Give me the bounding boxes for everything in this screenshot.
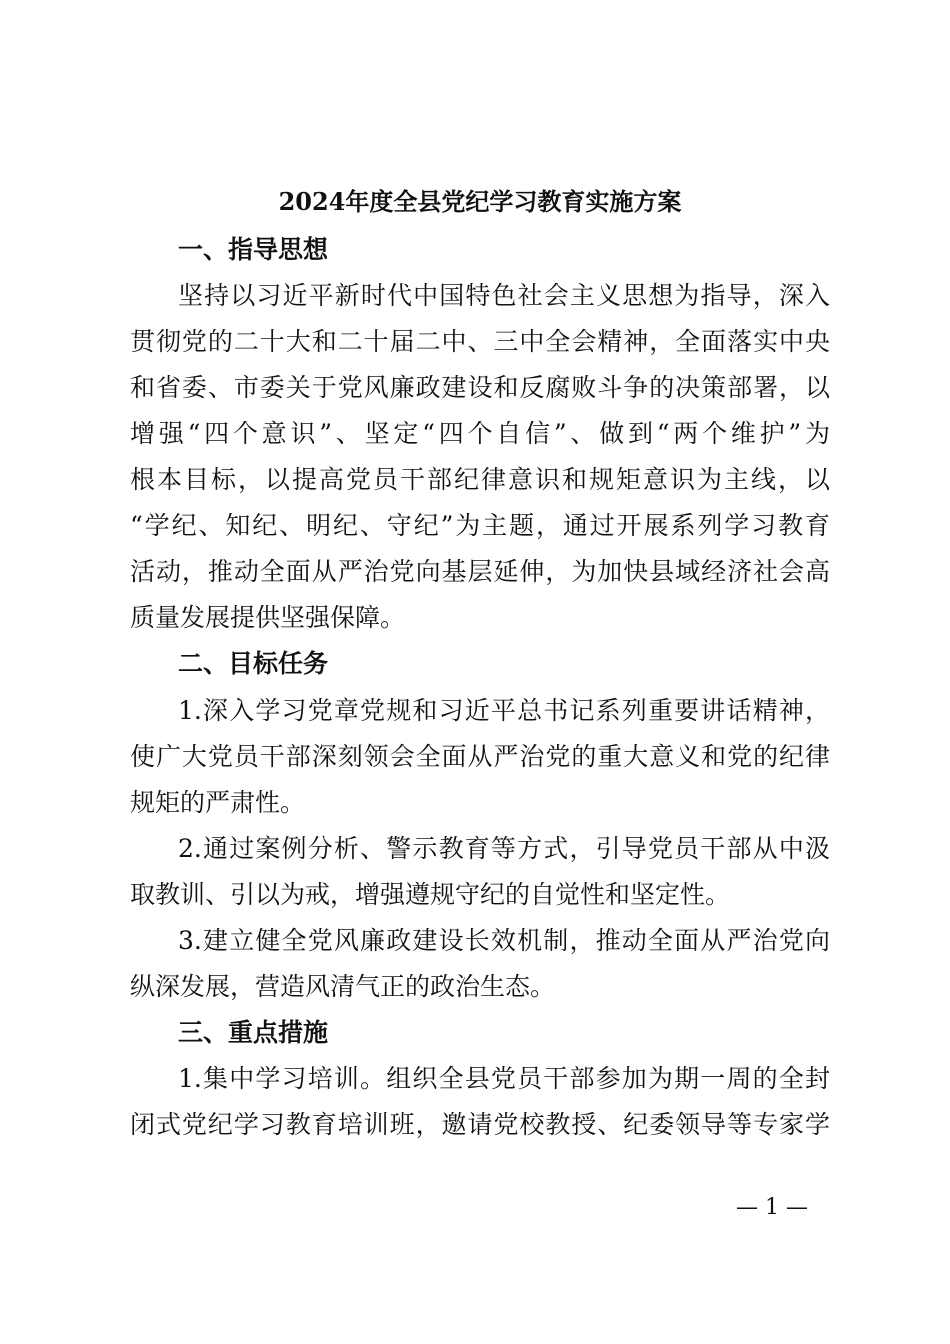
paragraph-line: 坚持以习近平新时代中国特色社会主义思想为指导，深入	[178, 281, 830, 310]
paragraph-line: 和省委、市委关于党风廉政建设和反腐败斗争的决策部署，以	[130, 373, 830, 402]
paragraph-line: 取教训、引以为戒，增强遵规守纪的自觉性和坚定性。	[130, 880, 731, 909]
section-heading-key-measures: 三、重点措施	[178, 1018, 329, 1047]
paragraph-line: 1.集中学习培训。组织全县党员干部参加为期一周的全封	[178, 1064, 830, 1093]
document-title: 2024年度全县党纪学习教育实施方案	[278, 187, 682, 216]
paragraph-line: 活动，推动全面从严治党向基层延伸，为加快县域经济社会高	[130, 557, 830, 586]
paragraph-line: 纵深发展，营造风清气正的政治生态。	[130, 972, 556, 1001]
page-number: — 1 —	[736, 1195, 808, 1220]
paragraph-line: 1.深入学习党章党规和习近平总书记系列重要讲话精神，	[178, 696, 830, 725]
paragraph-line: 3.建立健全党风廉政建设长效机制，推动全面从严治党向	[178, 926, 830, 955]
section-heading-goals-tasks: 二、目标任务	[178, 649, 329, 678]
paragraph-line: 贯彻党的二十大和二十届二中、三中全会精神，全面落实中央	[130, 327, 830, 356]
paragraph-line: 增强“四个意识”、坚定“四个自信”、做到“两个维护”为	[130, 419, 830, 448]
section-heading-guiding-ideology: 一、指导思想	[178, 235, 329, 264]
paragraph-line: 根本目标，以提高党员干部纪律意识和规矩意识为主线，以	[130, 465, 830, 494]
paragraph-line: 2.通过案例分析、警示教育等方式，引导党员干部从中汲	[178, 834, 830, 863]
paragraph-line: “学纪、知纪、明纪、守纪”为主题，通过开展系列学习教育	[130, 511, 830, 540]
paragraph-line: 质量发展提供坚强保障。	[130, 603, 406, 632]
paragraph-line: 闭式党纪学习教育培训班，邀请党校教授、纪委领导等专家学	[130, 1110, 830, 1139]
paragraph-line: 规矩的严肃性。	[130, 788, 306, 817]
paragraph-line: 使广大党员干部深刻领会全面从严治党的重大意义和党的纪律	[130, 742, 830, 771]
